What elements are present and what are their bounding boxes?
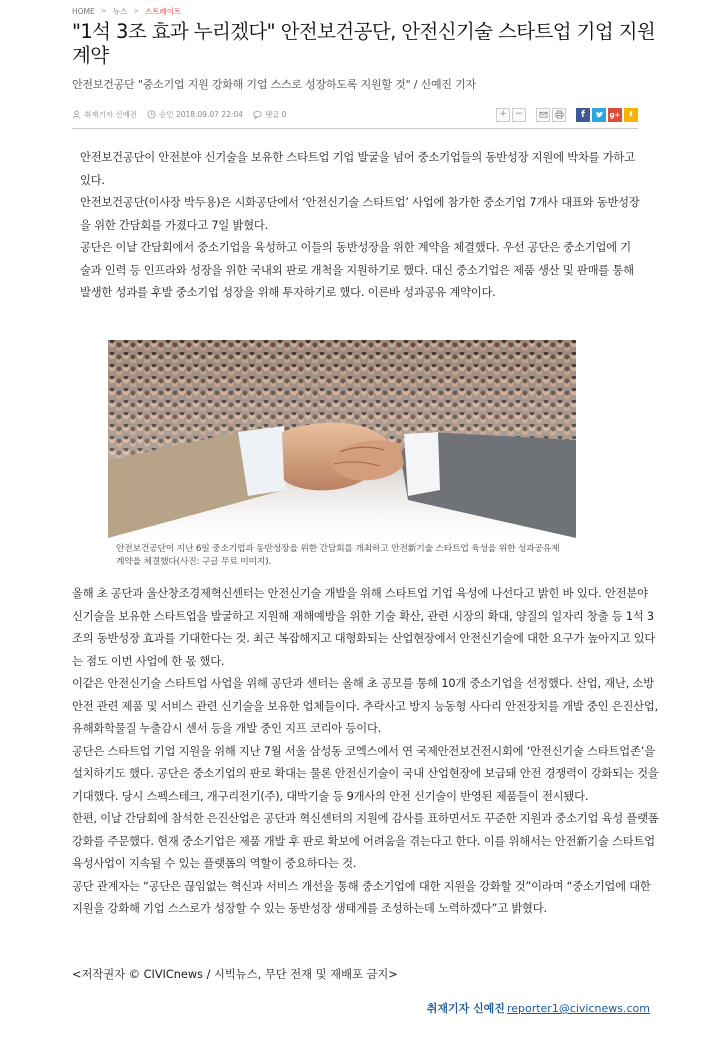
twitter-share-icon[interactable] bbox=[592, 108, 606, 122]
article-subtitle: 안전보건공단 "중소기업 지원 강화해 기업 스스로 성장하도록 지원할 것" / 신예진 기자 bbox=[72, 78, 476, 91]
copyright-notice: <저작권자 © CIVICnews / 시빅뉴스, 무단 전재 및 재배포 금지> bbox=[72, 968, 398, 981]
article-meta bbox=[72, 109, 287, 120]
byline-email-link[interactable]: reporter1@civicnews.com bbox=[506, 1002, 650, 1015]
font-size-down-button[interactable]: − bbox=[512, 108, 526, 122]
breadcrumb-home[interactable]: HOME bbox=[72, 6, 95, 16]
person-icon bbox=[72, 110, 81, 119]
comment-icon bbox=[253, 110, 262, 119]
clock-icon bbox=[147, 110, 156, 119]
email-button[interactable] bbox=[536, 108, 550, 122]
published-date: 승인 2018.09.07 22:04 bbox=[159, 110, 243, 119]
paragraph: 공단은 스타트업 기업 지원을 위해 지난 7월 서울 삼성동 코엑스에서 연 국제안전보건전시회에 ‘안전신기술 스타트업존’을 설치하기도 했다. 공단은 중소기업의 판로 확대는 물론 안전신기술이 국내 산업현장에 보급돼 안전 경쟁력이 강화되는 것을 기대했다. 당시 스펙스테크, 개구리전기(주), 대박기술 등 9개사의 안전 신기술이 반영된 제품들이 전시됐다. bbox=[72, 744, 659, 803]
reporter-meta bbox=[72, 109, 137, 120]
googleplus-share-icon[interactable]: g+ bbox=[608, 108, 622, 122]
handshake-photo bbox=[108, 340, 576, 538]
breadcrumb-current[interactable]: 스트레이트 bbox=[145, 6, 182, 16]
reporter-byline bbox=[427, 1000, 650, 1016]
breadcrumb-separator-icon: > bbox=[133, 7, 140, 15]
reporter-name: 취재기자 신예진 bbox=[84, 110, 138, 119]
article-meta-bar bbox=[72, 101, 638, 129]
intro-section bbox=[80, 147, 640, 305]
mail-icon bbox=[539, 110, 548, 119]
twitter-bird-icon bbox=[595, 110, 604, 119]
breadcrumb-separator-icon: > bbox=[100, 7, 107, 15]
print-icon bbox=[555, 110, 564, 119]
published-meta bbox=[147, 109, 243, 120]
kakaostory-share-icon[interactable] bbox=[624, 108, 638, 122]
paragraph: 한편, 이날 간담회에 참석한 은진산업은 공단과 혁신센터의 지원에 감사를 표하면서도 꾸준한 지원과 중소기업 육성 플랫폼 강화를 주문했다. 현재 중소기업은 제품 개발 후 판로 확보에 어려움을 겪는다고 한다. 이를 위해서는 안전新기술 스타트업 육성사업이 지속될 수 있는 플랫폼의 역할이 중요하다는 것. bbox=[72, 812, 659, 870]
facebook-share-icon[interactable]: f bbox=[576, 108, 590, 122]
comments-meta[interactable] bbox=[253, 109, 287, 120]
paragraph: 안전보건공단이 안전분야 신기술을 보유한 스타트업 기업 발굴을 넘어 중소기업들의 동반성장 지원에 박차를 가하고 있다. bbox=[80, 151, 635, 187]
photo-caption: 안전보건공단이 지난 6일 중소기업과 동반성장을 위한 간담회를 개최하고 안전新기술 스타트업 육성을 위한 성과공유제 계약을 체결했다(사진: 구글 무료 이미지). bbox=[116, 544, 560, 567]
article-photo bbox=[108, 340, 576, 538]
paragraph: 안전보건공단(이사장 박두용)은 시화공단에서 ‘안전신기술 스타트업’ 사업에 참가한 중소기업 7개사 대표와 동반성장을 위한 간담회를 가졌다고 7일 밝혔다. bbox=[80, 196, 640, 232]
print-button[interactable] bbox=[552, 108, 566, 122]
kakaostory-logo-icon bbox=[627, 110, 635, 119]
comment-count: 댓글 0 bbox=[264, 110, 287, 119]
article-title: "1석 3조 효과 누리겠다" 안전보건공단, 안전신기술 스타트업 기업 지원 계약 bbox=[72, 20, 656, 67]
article-tools bbox=[496, 108, 638, 122]
paragraph: 이같은 안전신기술 스타트업 사업을 위해 공단과 센터는 올해 초 공모를 통해 10개 중소기업을 선정했다. 산업, 재난, 소방안전 관련 제품 및 서비스 관련 신기술을 보유한 업체들이다. 추락사고 방지 능동형 사다리 안전장치를 개발 중인 은진산업, 유해화학물질 누출감시 센서 등을 개발 중인 지프 코리아 등이다. bbox=[72, 677, 658, 735]
body-section bbox=[72, 583, 660, 921]
font-size-up-button[interactable]: + bbox=[496, 108, 510, 122]
breadcrumb bbox=[72, 4, 181, 18]
paragraph: 공단 관계자는 “공단은 끊임없는 혁신과 서비스 개선을 통해 중소기업에 대한 지원을 강화할 것”이라며 “중소기업에 대한 지원을 강화해 기업 스스로가 성장할 수 있는 동반성장 생태계를 조성하는데 노력하겠다”고 밝혔다. bbox=[72, 879, 651, 915]
paragraph: 공단은 이날 간담회에서 중소기업을 육성하고 이들의 동반성장을 위한 계약을 체결했다. 우선 공단은 중소기업에 기술과 인력 등 인프라와 성장을 위한 국내외 판로 개척을 지원하기로 했다. 대신 중소기업은 제품 생산 및 판매를 통해 발생한 성과를 후발 중소기업 성장을 위해 투자하기로 했다. 이른바 성과공유 계약이다. bbox=[80, 241, 634, 299]
byline-name: 취재기자 신예진 bbox=[426, 1002, 505, 1015]
paragraph: 올해 초 공단과 울산창조경제혁신센터는 안전신기술 개발을 위해 스타트업 기업 육성에 나선다고 밝힌 바 있다. 안전분야 신기술을 보유한 스타트업을 발굴하고 지원해 재해예방을 위한 기술 확산, 관련 시장의 확대, 양질의 일자리 창출 등 1석 3조의 동반성장 효과를 기대한다는 것. 최근 복잡해지고 대형화되는 산업현장에서 안전신기술에 대한 요구가 높아지고 있다는 점도 이번 사업에 한 몫 했다. bbox=[72, 587, 656, 668]
breadcrumb-news[interactable]: 뉴스 bbox=[112, 6, 128, 16]
